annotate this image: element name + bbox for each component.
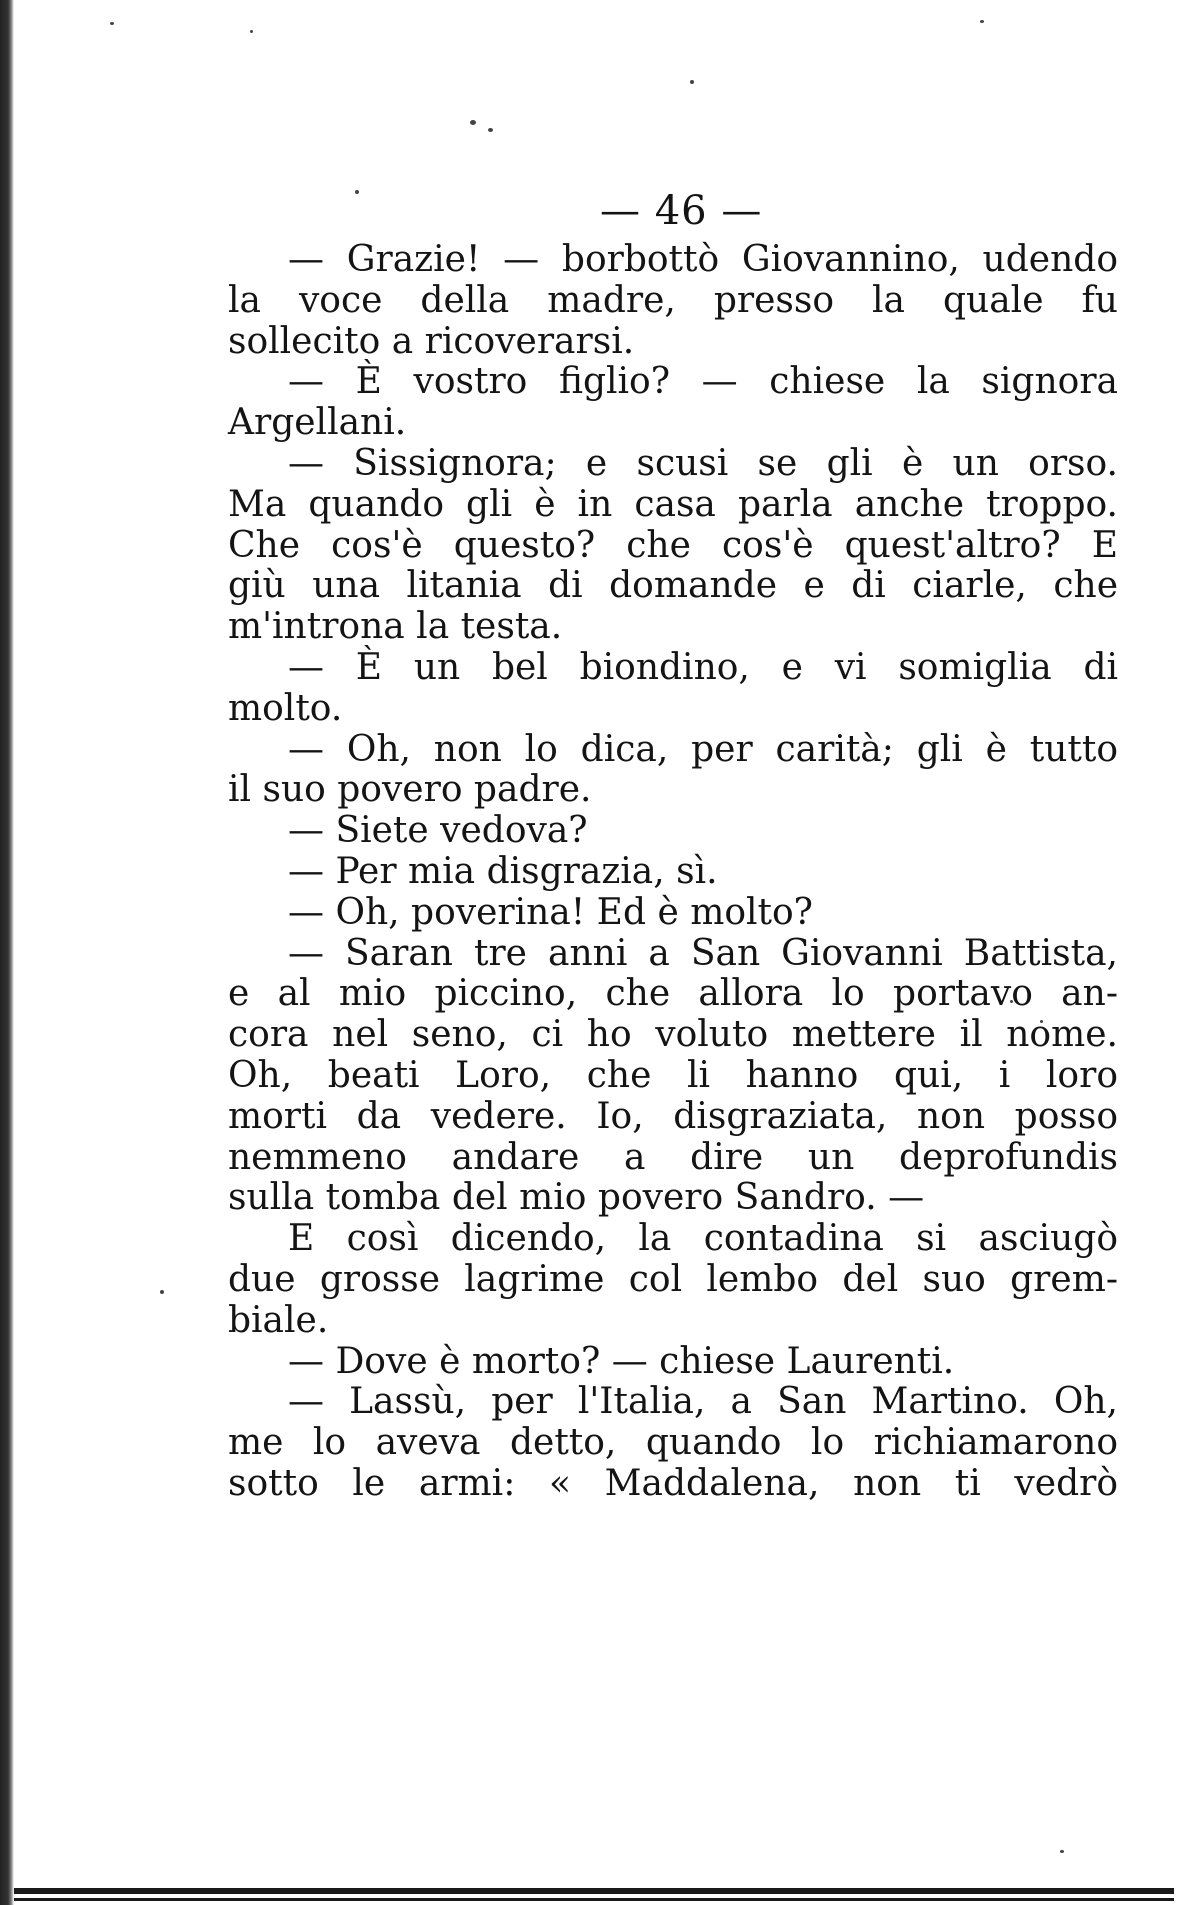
scan-speck	[690, 80, 694, 84]
text-line: — Dove è morto? — chiese Laurenti.	[288, 1340, 955, 1382]
body-text	[228, 240, 1118, 1505]
text-line: — Siete vedova?	[288, 810, 588, 852]
text-line: nemmeno andare a dire un deprofundis	[228, 1136, 1118, 1178]
text-line: giù una litania di domande e di ciarle, che	[228, 565, 1118, 607]
text-line: Che cos'è questo? che cos'è quest'altro? E	[228, 524, 1118, 566]
text-line: m'introna la testa.	[228, 606, 563, 648]
text-line: la voce della madre, presso la quale fu	[228, 279, 1118, 321]
scan-gutter-shadow	[0, 0, 14, 1905]
text-line: — Per mia disgrazia, sì.	[288, 850, 718, 892]
scan-speck	[355, 190, 359, 194]
text-line: Oh, beati Loro, che li hanno qui, i loro	[228, 1054, 1118, 1096]
scan-bottom-edge	[14, 1888, 1174, 1894]
scan-speck	[1060, 1850, 1064, 1853]
text-line: — Oh, poverina! Ed è molto?	[288, 891, 813, 933]
scan-speck	[160, 1290, 164, 1294]
text-line: cora nel seno, ci ho voluto mettere il nome.	[228, 1014, 1118, 1056]
scan-speck	[110, 22, 114, 25]
text-line: sotto le armi: « Maddalena, non ti vedrò	[228, 1462, 1118, 1504]
text-line: due grosse lagrime col lembo del suo grem-	[228, 1258, 1118, 1300]
text-line: — È vostro figlio? — chiese la signora	[288, 361, 1118, 403]
text-line: Ma quando gli è in casa parla anche troppo.	[228, 483, 1118, 525]
text-line: biale.	[228, 1299, 329, 1341]
text-line: morti da vedere. Io, disgraziata, non posso	[228, 1095, 1118, 1137]
text-line: molto.	[228, 687, 343, 729]
text-line: — Lassù, per l'Italia, a San Martino. Oh,	[288, 1381, 1118, 1423]
text-line: — Oh, non lo dica, per carità; gli è tutto	[288, 728, 1118, 770]
text-line: sollecito a ricoverarsi.	[228, 320, 635, 362]
text-line: — È un bel biondino, e vi somiglia di	[288, 646, 1118, 688]
text-line: il suo povero padre.	[228, 769, 592, 811]
text-line: — Sissignora; e scusi se gli è un orso.	[288, 442, 1118, 484]
text-line: E così dicendo, la contadina si asciugò	[288, 1218, 1118, 1260]
text-line: — Grazie! — borbottò Giovannino, udendo	[288, 239, 1118, 280]
page-number: — 46 —	[600, 188, 763, 234]
scan-speck	[470, 120, 476, 125]
text-line: — Saran tre anni a San Giovanni Battista,	[288, 932, 1118, 974]
text-line: me lo aveva detto, quando lo richiamarono	[228, 1422, 1118, 1464]
text-line: Argellani.	[228, 402, 407, 444]
text-line: sulla tomba del mio povero Sandro. —	[228, 1177, 925, 1219]
text-line: e al mio piccino, che allora lo portavo an-	[228, 973, 1118, 1015]
scan-speck	[488, 128, 493, 132]
scan-bottom-edge-secondary	[14, 1898, 1174, 1901]
scan-speck	[980, 20, 984, 23]
scan-speck	[250, 30, 253, 33]
